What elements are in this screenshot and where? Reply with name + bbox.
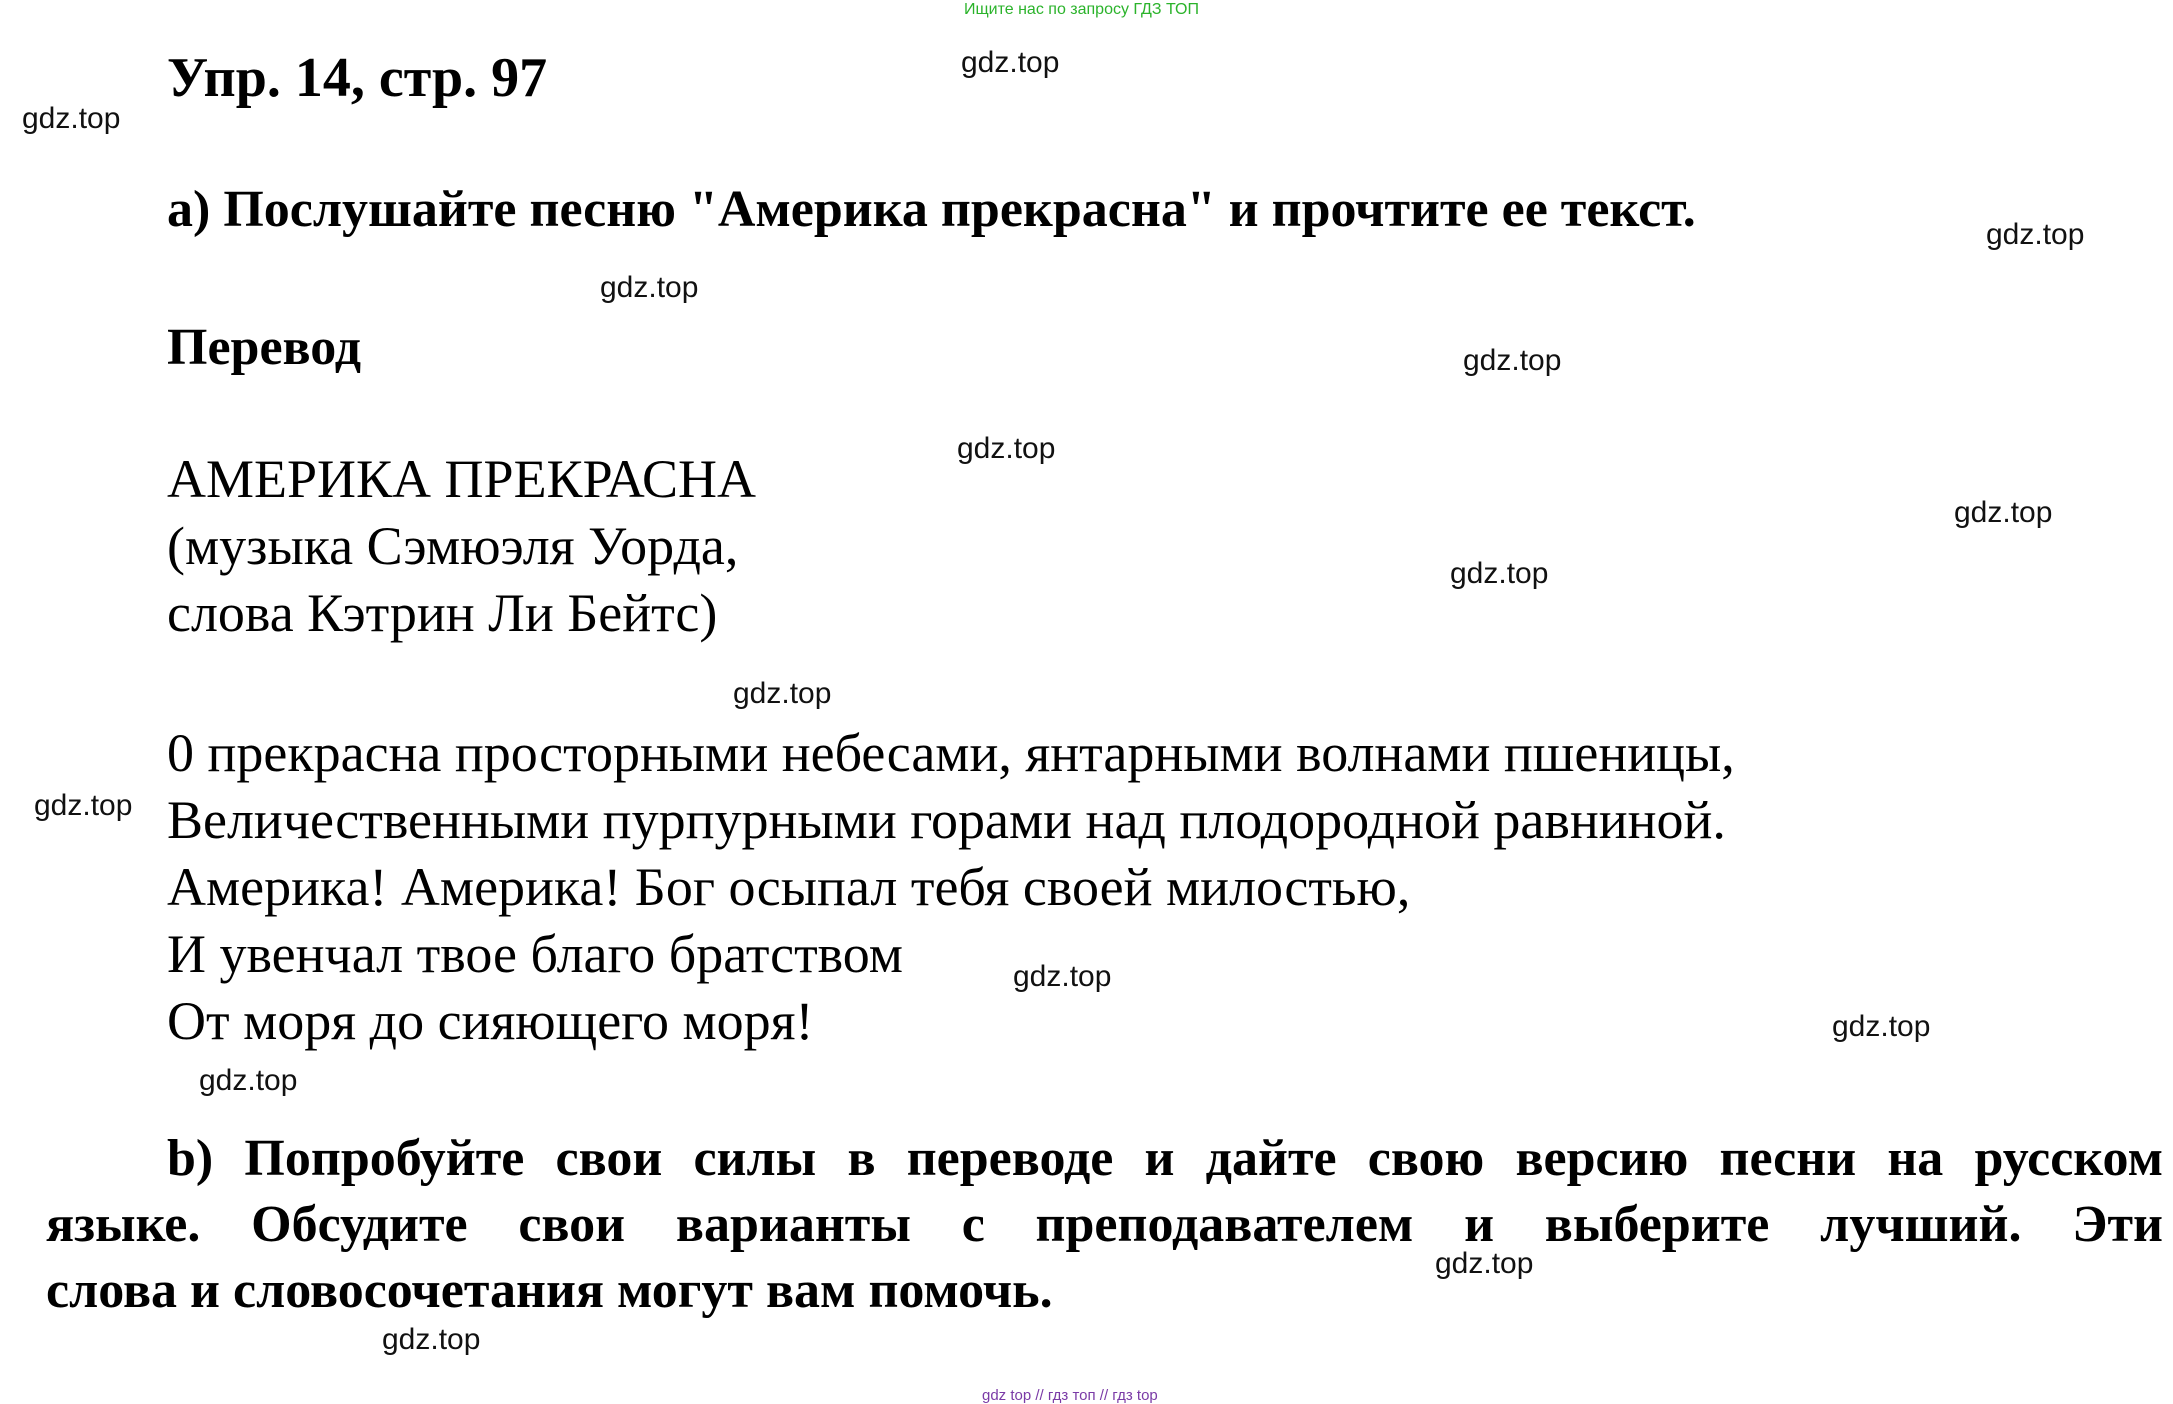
watermark: gdz.top	[1832, 1010, 1931, 1043]
watermark: gdz.top	[22, 102, 121, 135]
watermark: gdz.top	[199, 1064, 298, 1097]
verse-line: 0 прекрасна просторными небесами, янтарными волнами пшеницы,	[167, 723, 1735, 783]
watermark: gdz.top	[600, 271, 699, 304]
verse-line: И увенчал твое благо братством	[167, 924, 903, 984]
watermark: gdz.top	[382, 1323, 481, 1356]
song-credits-lyrics: слова Кэтрин Ли Бейтс)	[167, 583, 718, 643]
verse-line: Америка! Америка! Бог осыпал тебя своей милостью,	[167, 857, 1411, 917]
watermark: gdz.top	[1954, 496, 2053, 529]
translation-heading: Перевод	[167, 319, 362, 376]
task-b-line: b) Попробуйте свои силы в переводе и дайте свою версию песни на русском	[167, 1130, 2163, 1187]
verse-line: Величественными пурпурными горами над плодородной равниной.	[167, 790, 1726, 850]
song-verse	[167, 720, 1735, 1055]
watermark: gdz.top	[957, 432, 1056, 465]
exercise-title: Упр. 14, стр. 97	[167, 47, 548, 109]
search-banner: Ищите нас по запросу ГДЗ ТОП	[964, 1, 1199, 18]
task-b-instruction	[46, 1126, 2163, 1324]
watermark: gdz.top	[733, 677, 832, 710]
watermark: gdz.top	[961, 46, 1060, 79]
song-title: АМЕРИКА ПРЕКРАСНА	[167, 449, 757, 509]
watermark: gdz.top	[1013, 960, 1112, 993]
watermark: gdz.top	[1450, 557, 1549, 590]
watermark: gdz.top	[1986, 218, 2085, 251]
task-b-line: языке. Обсудите свои варианты с преподавателем и выберите лучший. Эти	[46, 1196, 2163, 1253]
watermark: gdz.top	[1463, 344, 1562, 377]
footer-links: gdz top // гдз топ // гдз top	[982, 1387, 1158, 1404]
song-credits-music: (музыка Сэмюэля Уорда,	[167, 516, 739, 576]
watermark: gdz.top	[1435, 1247, 1534, 1280]
song-header	[167, 446, 756, 647]
task-b-line: слова и словосочетания могут вам помочь.	[46, 1262, 1053, 1319]
watermark: gdz.top	[34, 789, 133, 822]
verse-line: От моря до сияющего моря!	[167, 991, 814, 1051]
task-a-instruction: а) Послушайте песню "Америка прекрасна" и прочтите ее текст.	[167, 181, 1696, 238]
